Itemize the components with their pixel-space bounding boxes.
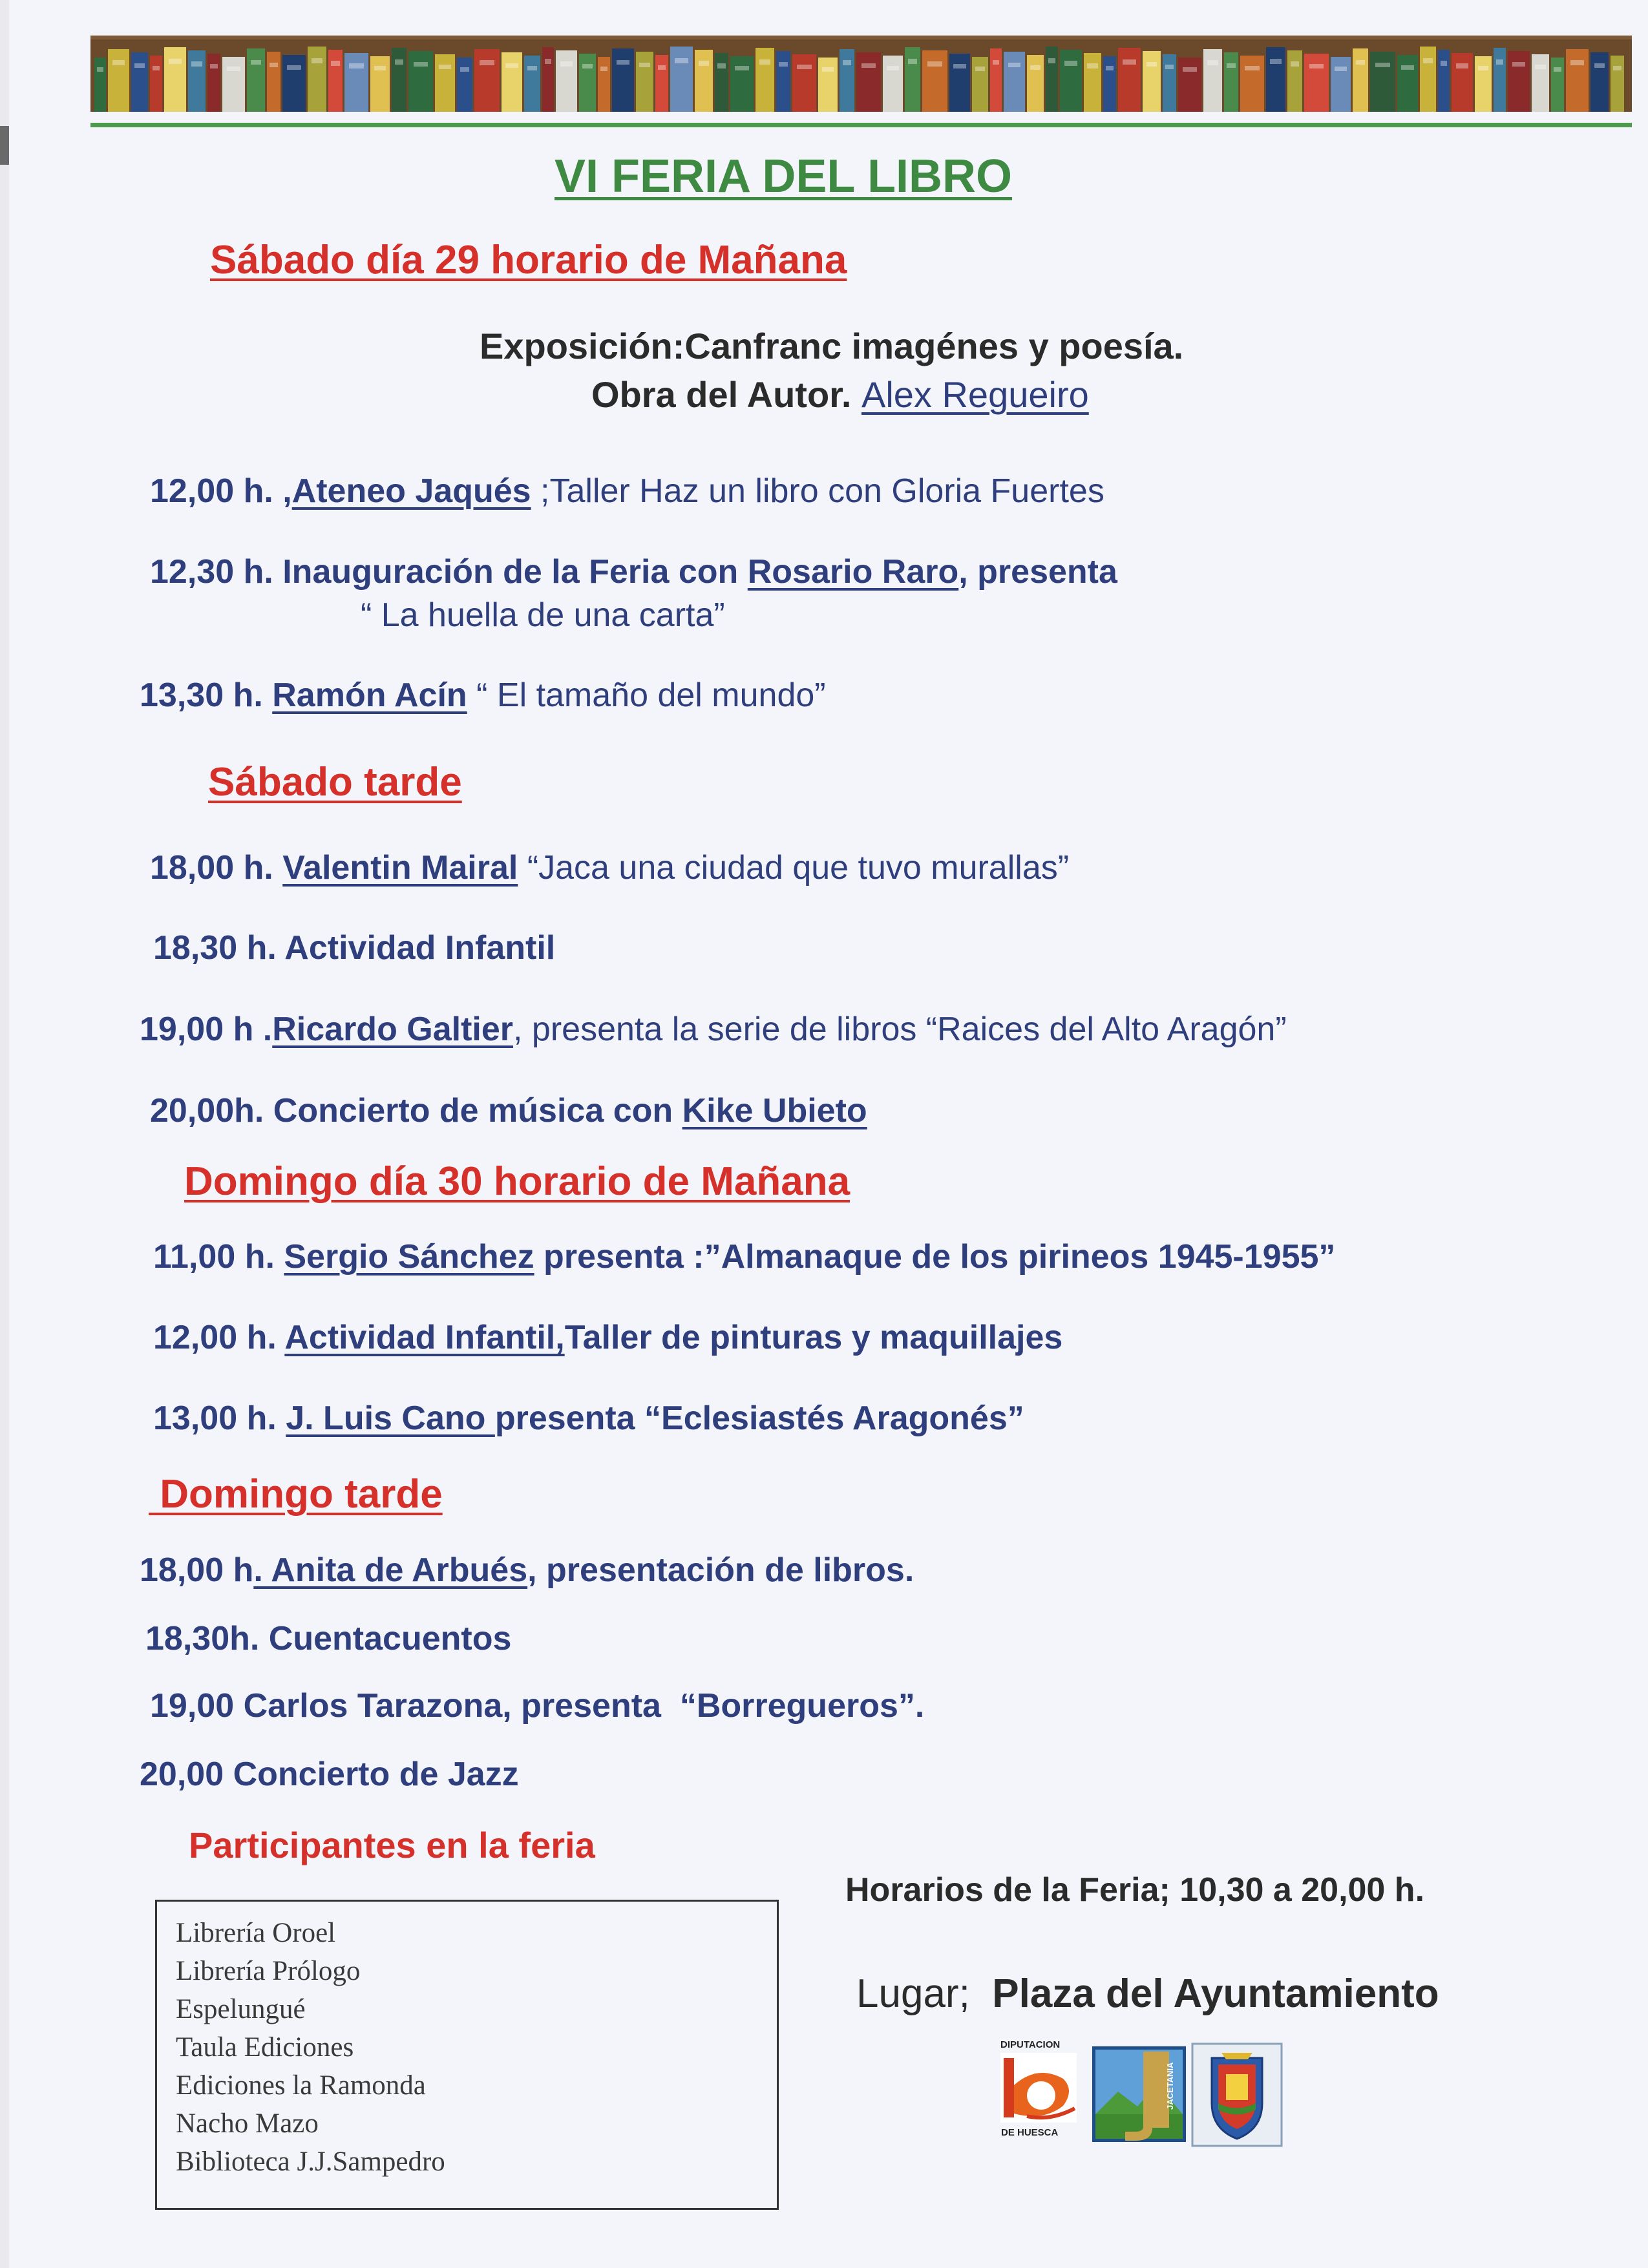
- binder-mark: [0, 126, 9, 165]
- book-spine: [818, 58, 838, 112]
- book-spine: [131, 52, 148, 112]
- book-spine: [579, 54, 596, 112]
- event-name: Ramón Acín: [272, 677, 467, 714]
- book-spine: [188, 50, 206, 112]
- event-time: 12,00 h.: [153, 1319, 285, 1356]
- event-time: 11,00 h.: [153, 1238, 284, 1276]
- book-spine: [1103, 56, 1116, 112]
- book-spine: [1084, 53, 1101, 112]
- place-label: Lugar;: [856, 1971, 970, 2016]
- book-spine: [308, 47, 326, 112]
- sponsor-logos: [998, 2039, 1283, 2152]
- book-spine: [905, 47, 920, 112]
- participants-list: [176, 1914, 445, 2181]
- event-name: J. Luis Cano: [286, 1400, 495, 1437]
- book-spine: [730, 56, 754, 112]
- jacetania-text: JACETANIA: [1165, 2062, 1175, 2110]
- fair-hours: Horarios de la Feria; 10,30 a 20,00 h.: [845, 1871, 1425, 1909]
- event-time: 18,00 h: [140, 1551, 254, 1589]
- book-spine: [922, 50, 947, 112]
- diputacion-top-text: DIPUTACION: [1000, 2039, 1061, 2050]
- book-spine: [247, 48, 265, 112]
- book-spine: [1266, 47, 1285, 112]
- book-spine: [1566, 49, 1589, 112]
- event-name: Ateneo Jaqués: [291, 472, 531, 510]
- book-spine: [1224, 52, 1238, 112]
- book-spine: [1304, 54, 1329, 112]
- event-sun-1: [153, 1237, 1335, 1276]
- book-spine: [1163, 54, 1176, 112]
- participant-item: Librería Oroel: [176, 1918, 336, 1948]
- book-spine: [344, 53, 368, 112]
- book-spine: [502, 52, 522, 112]
- saturday-morning-heading: Sábado día 29 horario de Mañana: [210, 238, 847, 282]
- participant-item: Taula Ediciones: [176, 2032, 354, 2063]
- book-spine: [457, 58, 472, 112]
- book-spine: [655, 55, 668, 112]
- book-spine: [1004, 52, 1025, 112]
- book-spine: [636, 52, 653, 112]
- book-spine: [542, 47, 554, 112]
- participant-item: Librería Prólogo: [176, 1956, 361, 1986]
- event-desc: ;Taller Haz un libro con Gloria Fuertes: [531, 472, 1104, 510]
- diputacion-logo: [1000, 2039, 1077, 2138]
- book-spine: [1420, 47, 1436, 112]
- book-spine: [1046, 47, 1058, 112]
- book-spine: [207, 54, 220, 112]
- event-desc: , presenta: [958, 553, 1117, 591]
- book-spine: [1438, 50, 1450, 112]
- event-sat-1: [150, 472, 1104, 510]
- sunday-afternoon-heading: Domingo tarde: [149, 1472, 443, 1517]
- book-spine: [1027, 55, 1044, 112]
- book-spine: [1611, 56, 1624, 112]
- event-desc: presenta :”Almanaque de los pirineos 1945-1955”: [534, 1238, 1336, 1276]
- event-desc: presenta “Eclesiastés Aragonés”: [494, 1400, 1024, 1437]
- event-name: Ricardo Galtier: [272, 1011, 514, 1048]
- book-spine: [370, 56, 390, 112]
- book-spine: [435, 54, 455, 112]
- book-spine: [1551, 58, 1564, 112]
- book-spine: [856, 52, 881, 112]
- book-spine: [1370, 52, 1395, 112]
- participant-item: Nacho Mazo: [176, 2108, 319, 2139]
- book-spine: [222, 57, 245, 112]
- book-spine: [1331, 57, 1351, 112]
- header-rule: [90, 123, 1632, 127]
- participant-item: Ediciones la Ramonda: [176, 2070, 426, 2101]
- page-edge: [0, 0, 9, 2268]
- book-spine: [164, 47, 186, 112]
- event-sat-2-subtitle: “ La huella de una carta”: [361, 596, 725, 634]
- event-time: 18,00 h.: [150, 849, 283, 887]
- book-spine: [474, 49, 500, 112]
- book-spine: [108, 49, 129, 112]
- event-sat-6: [140, 1010, 1287, 1049]
- book-spine: [972, 57, 988, 112]
- exhibition-prefix: Obra del Autor.: [591, 374, 852, 415]
- book-spine: [408, 51, 433, 112]
- book-spine: [598, 57, 610, 112]
- book-spine: [1060, 50, 1082, 112]
- book-spine: [1532, 54, 1549, 112]
- participant-item: Biblioteca J.J.Sampedro: [176, 2147, 445, 2177]
- place-value: Plaza del Ayuntamiento: [992, 1971, 1439, 2016]
- book-spine: [792, 54, 816, 112]
- exhibition-line-2: [591, 373, 1089, 415]
- book-spine: [990, 48, 1002, 112]
- book-spine: [715, 53, 728, 112]
- book-spine: [612, 48, 634, 112]
- book-spine: [1475, 56, 1492, 112]
- sunday-morning-heading: Domingo día 30 horario de Mañana: [184, 1159, 850, 1204]
- event-time: 19,00 h .: [140, 1011, 273, 1048]
- book-spine: [524, 56, 540, 112]
- book-spine: [392, 48, 407, 112]
- event-name: Sergio Sánchez: [284, 1238, 534, 1276]
- book-spine: [1590, 52, 1609, 112]
- event-sun-5: 18,30h. Cuentacuentos: [145, 1620, 512, 1657]
- event-time: 13,30 h.: [140, 677, 273, 714]
- book-spine: [670, 47, 693, 112]
- event-name: Kike Ubieto: [682, 1092, 867, 1129]
- event-sun-4: [140, 1551, 914, 1590]
- book-spine: [328, 50, 343, 112]
- exhibition-author: Alex Regueiro: [861, 374, 1089, 415]
- book-spine: [1452, 53, 1473, 112]
- book-spine: [776, 51, 790, 112]
- jacetania-logo: [1092, 2046, 1186, 2142]
- event-sat-2: [150, 552, 1117, 591]
- town-shield-logo: [1192, 2044, 1282, 2146]
- event-sun-3: [153, 1399, 1024, 1438]
- book-spine: [1178, 58, 1201, 112]
- exhibition-line-1: Exposición:Canfranc imagénes y poesía.: [480, 326, 1184, 366]
- event-desc: , presenta la serie de libros “Raices del Alto Aragón”: [513, 1011, 1287, 1048]
- participants-heading: Participantes en la feria: [189, 1825, 595, 1865]
- fair-place: [856, 1971, 1439, 2017]
- book-spine: [1494, 48, 1506, 112]
- event-sun-6: 19,00 Carlos Tarazona, presenta “Borregueros”.: [150, 1687, 925, 1725]
- event-desc: “ El tamaño del mundo”: [467, 677, 826, 714]
- book-spine: [755, 48, 774, 112]
- event-sun-2: [153, 1318, 1062, 1357]
- book-spine: [1143, 51, 1161, 112]
- event-time: 13,00 h.: [153, 1400, 286, 1437]
- event-time: 20,00h. Concierto de música con: [150, 1092, 682, 1129]
- book-spine: [949, 54, 970, 112]
- book-spine: [840, 49, 854, 112]
- event-name: Actividad Infantil,: [284, 1319, 565, 1356]
- book-spine: [883, 56, 903, 112]
- book-spine: [1287, 50, 1302, 112]
- event-sun-7: 20,00 Concierto de Jazz: [140, 1756, 519, 1793]
- event-name: Valentin Mairal: [282, 849, 518, 887]
- book-spine: [1508, 51, 1530, 112]
- book-spine: [1118, 48, 1141, 112]
- event-desc: , presentación de libros.: [527, 1551, 914, 1589]
- event-sat-3: [140, 676, 826, 715]
- event-desc: “Jaca una ciudad que tuvo murallas”: [518, 849, 1070, 887]
- event-time: 12,30 h. Inauguración de la Feria con: [150, 553, 748, 591]
- book-spine: [556, 50, 577, 112]
- book-spine: [1203, 49, 1222, 112]
- saturday-afternoon-heading: Sábado tarde: [208, 760, 462, 804]
- bookshelf-banner: [90, 36, 1632, 112]
- book-spine: [94, 58, 106, 112]
- book-spine: [267, 52, 280, 112]
- sponsor-logos-graphic: [998, 2039, 1283, 2148]
- book-spine: [1240, 56, 1264, 112]
- event-sat-5: 18,30 h. Actividad Infantil: [153, 929, 556, 967]
- event-desc: Taller de pinturas y maquillajes: [564, 1319, 1063, 1356]
- book-spine: [1353, 48, 1368, 112]
- event-name: . Anita de Arbués: [253, 1551, 528, 1589]
- event-name: Rosario Raro: [747, 553, 959, 591]
- diputacion-bottom-text: DE HUESCA: [1001, 2127, 1059, 2138]
- participant-item: Espelungué: [176, 1994, 306, 2024]
- event-sat-4: [150, 848, 1069, 887]
- book-spine: [695, 50, 713, 112]
- poster-title: VI FERIA DEL LIBRO: [555, 151, 1013, 202]
- book-spine: [1397, 55, 1418, 112]
- book-spine: [282, 55, 306, 112]
- book-spine: [150, 56, 162, 112]
- event-time: 12,00 h. ,: [150, 472, 292, 510]
- event-sat-7: [150, 1091, 867, 1130]
